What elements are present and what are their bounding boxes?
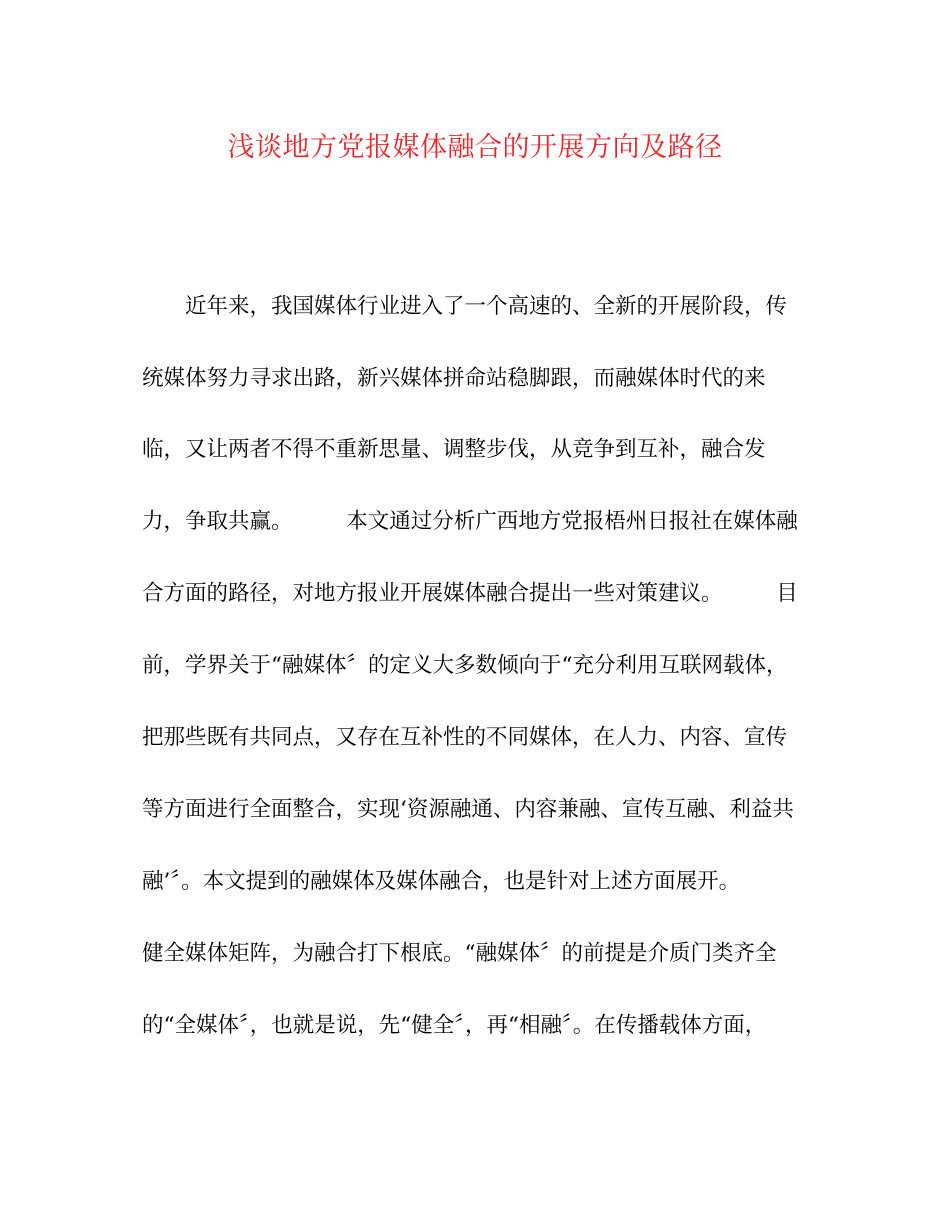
- body-line-11: 的“全媒体〞，也就是说，先“健全〞，再“相融〞。在传播载体方面，: [142, 1013, 767, 1038]
- body-line-4: 力，争取共赢。 本文通过分析广西地方党报梧州日报社在媒体融: [142, 509, 798, 534]
- body-line-8: 等方面进行全面整合，实现‘资源融通、内容兼融、宣传互融、利益共: [142, 797, 794, 822]
- body-line-6: 前，学界关于“融媒体〞的定义大多数倾向于“充分利用互联网载体，: [142, 653, 788, 678]
- document-title: 浅谈地方党报媒体融合的开展方向及路径: [227, 132, 723, 163]
- body-line-1: 近年来，我国媒体行业进入了一个高速的、全新的开展阶段，传: [142, 294, 788, 319]
- body-line-5: 合方面的路径，对地方报业开展媒体融合提出一些对策建议。 目: [142, 581, 798, 606]
- body-line-7: 把那些既有共同点，又存在互补性的不同媒体，在人力、内容、宣传: [142, 725, 788, 750]
- body-line-3: 临，又让两者不得不重新思量、调整步伐，从竞争到互补，融合发: [142, 437, 766, 462]
- body-line-10: 健全媒体矩阵，为融合打下根底。“融媒体〞的前提是介质门类齐全: [142, 941, 777, 966]
- body-line-2: 统媒体努力寻求出路，新兴媒体拼命站稳脚跟，而融媒体时代的来: [142, 366, 766, 391]
- body-line-9: 融’〞。本文提到的融媒体及媒体融合，也是针对上述方面展开。: [142, 869, 741, 894]
